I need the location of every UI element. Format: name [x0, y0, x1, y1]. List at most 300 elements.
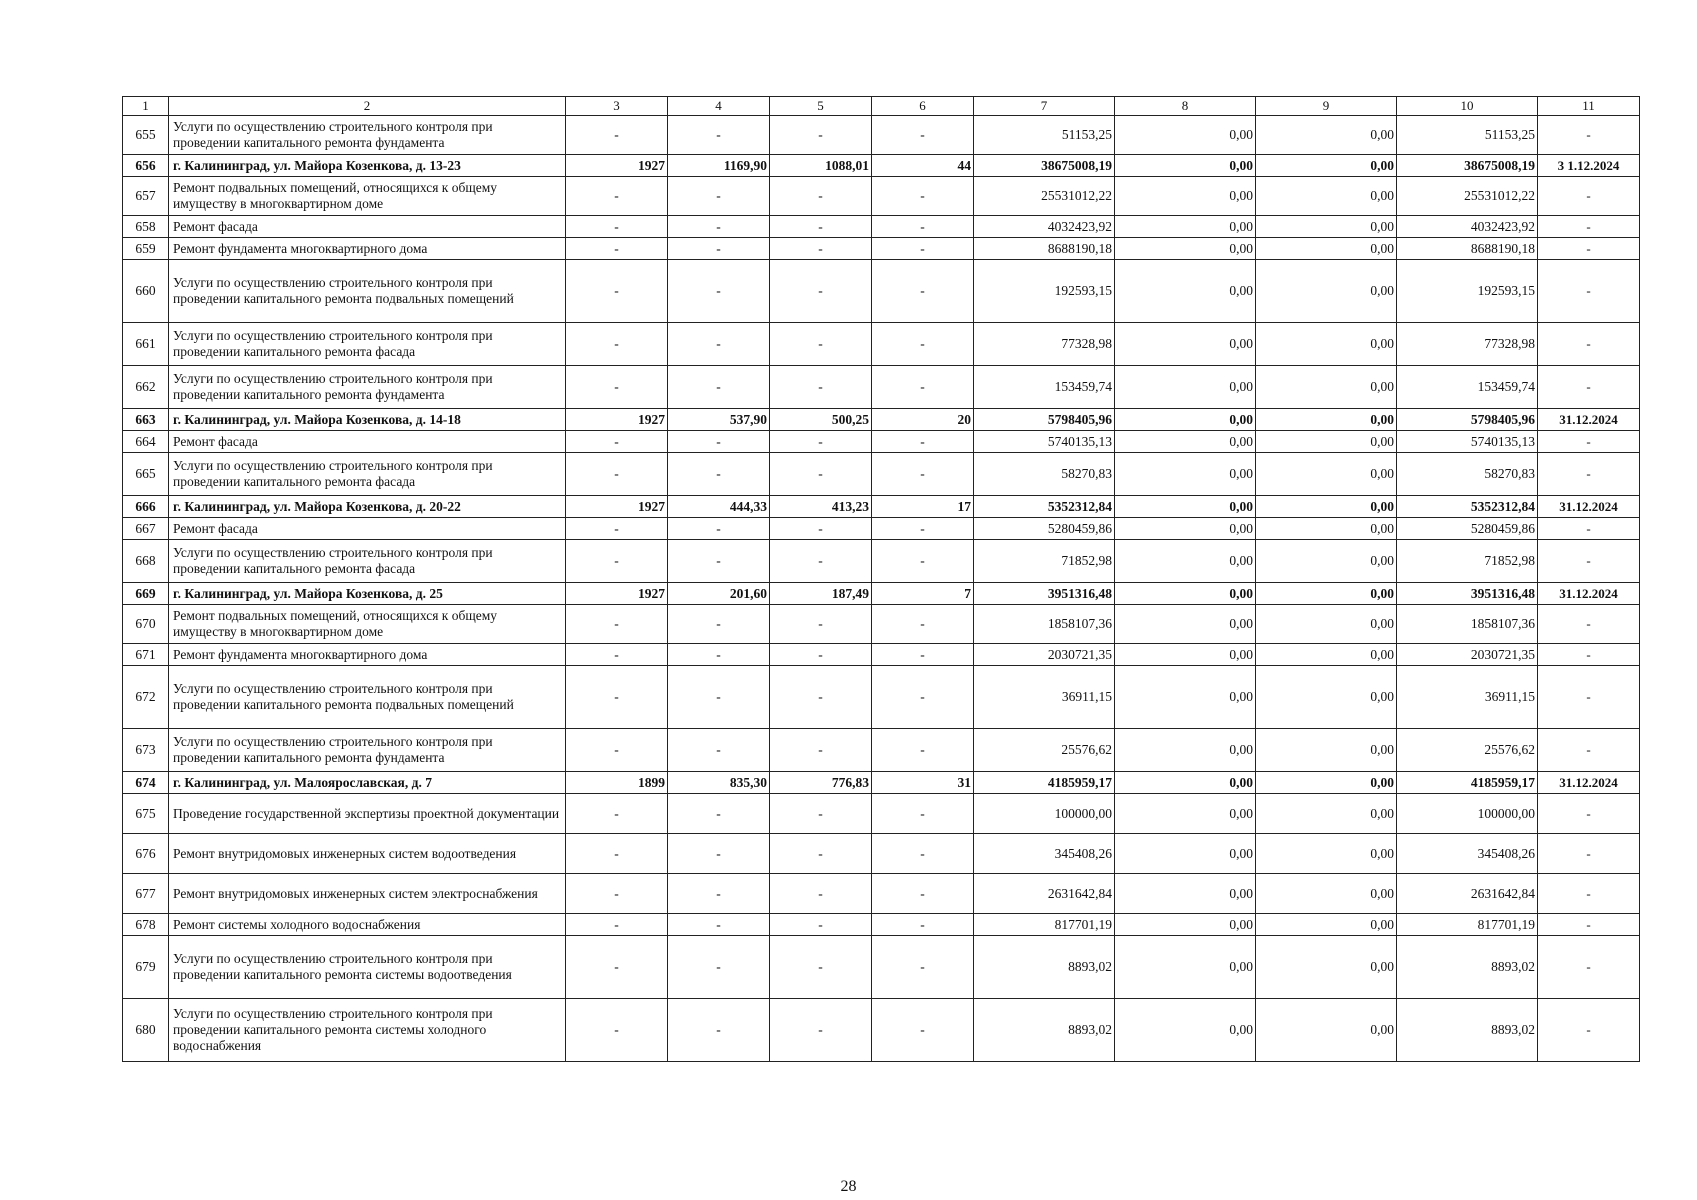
- year-cell: -: [566, 936, 668, 999]
- owners-cost-cell: 58270,83: [1397, 453, 1538, 496]
- row-number: 661: [123, 323, 169, 366]
- year-cell: -: [566, 644, 668, 666]
- fund-cost-cell: 0,00: [1115, 874, 1256, 914]
- residents-cell: -: [872, 453, 974, 496]
- deadline-cell: -: [1538, 453, 1640, 496]
- address-row: [123, 583, 1640, 605]
- residents-cell: -: [872, 177, 974, 216]
- total-area-cell: 537,90: [668, 409, 770, 431]
- total-cost-cell: 8688190,18: [974, 238, 1115, 260]
- year-cell: -: [566, 605, 668, 644]
- deadline-cell: -: [1538, 914, 1640, 936]
- total-area-cell: -: [668, 794, 770, 834]
- work-row: [123, 323, 1640, 366]
- total-area-cell: -: [668, 518, 770, 540]
- row-number: 665: [123, 453, 169, 496]
- total-cost-cell: 2030721,35: [974, 644, 1115, 666]
- residents-cell: -: [872, 666, 974, 729]
- year-cell: -: [566, 238, 668, 260]
- owners-cost-cell: 3951316,48: [1397, 583, 1538, 605]
- total-area-cell: -: [668, 177, 770, 216]
- work-row: [123, 216, 1640, 238]
- row-number: 672: [123, 666, 169, 729]
- table-body: [123, 97, 1640, 1062]
- deadline-cell: -: [1538, 431, 1640, 453]
- living-area-cell: -: [770, 999, 872, 1062]
- deadline-cell: -: [1538, 366, 1640, 409]
- residents-cell: -: [872, 518, 974, 540]
- deadline-cell: -: [1538, 644, 1640, 666]
- owners-cost-cell: 1858107,36: [1397, 605, 1538, 644]
- deadline-cell: 31.12.2024: [1538, 583, 1640, 605]
- deadline-cell: -: [1538, 874, 1640, 914]
- living-area-cell: -: [770, 216, 872, 238]
- owners-cost-cell: 8893,02: [1397, 936, 1538, 999]
- column-number-header-row: [123, 97, 1640, 116]
- total-cost-cell: 5280459,86: [974, 518, 1115, 540]
- residents-cell: -: [872, 431, 974, 453]
- row-number: 656: [123, 155, 169, 177]
- column-header: 2: [169, 97, 566, 116]
- deadline-cell: 31.12.2024: [1538, 409, 1640, 431]
- year-cell: 1927: [566, 496, 668, 518]
- total-area-cell: 835,30: [668, 772, 770, 794]
- total-cost-cell: 8893,02: [974, 936, 1115, 999]
- owners-cost-cell: 817701,19: [1397, 914, 1538, 936]
- row-number: 667: [123, 518, 169, 540]
- budget-cost-cell: 0,00: [1256, 431, 1397, 453]
- total-area-cell: -: [668, 453, 770, 496]
- row-number: 680: [123, 999, 169, 1062]
- owners-cost-cell: 71852,98: [1397, 540, 1538, 583]
- owners-cost-cell: 100000,00: [1397, 794, 1538, 834]
- residents-cell: -: [872, 644, 974, 666]
- work-row: [123, 260, 1640, 323]
- year-cell: -: [566, 116, 668, 155]
- fund-cost-cell: 0,00: [1115, 772, 1256, 794]
- year-cell: -: [566, 999, 668, 1062]
- deadline-cell: 31.12.2024: [1538, 772, 1640, 794]
- living-area-cell: -: [770, 874, 872, 914]
- residents-cell: 17: [872, 496, 974, 518]
- budget-cost-cell: 0,00: [1256, 323, 1397, 366]
- column-header: 11: [1538, 97, 1640, 116]
- total-cost-cell: 8893,02: [974, 999, 1115, 1062]
- year-cell: -: [566, 729, 668, 772]
- row-number: 676: [123, 834, 169, 874]
- living-area-cell: -: [770, 431, 872, 453]
- residents-cell: -: [872, 914, 974, 936]
- residents-cell: -: [872, 794, 974, 834]
- row-number: 670: [123, 605, 169, 644]
- budget-cost-cell: 0,00: [1256, 794, 1397, 834]
- year-cell: -: [566, 874, 668, 914]
- fund-cost-cell: 0,00: [1115, 583, 1256, 605]
- fund-cost-cell: 0,00: [1115, 644, 1256, 666]
- total-area-cell: -: [668, 666, 770, 729]
- deadline-cell: -: [1538, 323, 1640, 366]
- work-row: [123, 453, 1640, 496]
- deadline-cell: -: [1538, 794, 1640, 834]
- residents-cell: -: [872, 874, 974, 914]
- total-cost-cell: 25576,62: [974, 729, 1115, 772]
- budget-cost-cell: 0,00: [1256, 260, 1397, 323]
- year-cell: -: [566, 914, 668, 936]
- living-area-cell: 187,49: [770, 583, 872, 605]
- living-area-cell: -: [770, 794, 872, 834]
- budget-cost-cell: 0,00: [1256, 999, 1397, 1062]
- work-description: Ремонт внутридомовых инженерных систем электроснабжения: [169, 874, 566, 914]
- total-cost-cell: 25531012,22: [974, 177, 1115, 216]
- budget-cost-cell: 0,00: [1256, 177, 1397, 216]
- total-area-cell: -: [668, 834, 770, 874]
- budget-cost-cell: 0,00: [1256, 366, 1397, 409]
- residents-cell: 7: [872, 583, 974, 605]
- work-row: [123, 936, 1640, 999]
- year-cell: -: [566, 666, 668, 729]
- work-description: Ремонт фундамента многоквартирного дома: [169, 644, 566, 666]
- column-header: 10: [1397, 97, 1538, 116]
- work-description: Услуги по осуществлению строительного контроля при проведении капитального ремонта фасада: [169, 453, 566, 496]
- fund-cost-cell: 0,00: [1115, 431, 1256, 453]
- fund-cost-cell: 0,00: [1115, 260, 1256, 323]
- living-area-cell: 500,25: [770, 409, 872, 431]
- row-number: 669: [123, 583, 169, 605]
- budget-cost-cell: 0,00: [1256, 914, 1397, 936]
- total-area-cell: -: [668, 874, 770, 914]
- work-row: [123, 518, 1640, 540]
- year-cell: -: [566, 216, 668, 238]
- deadline-cell: -: [1538, 999, 1640, 1062]
- deadline-cell: -: [1538, 540, 1640, 583]
- living-area-cell: -: [770, 834, 872, 874]
- total-cost-cell: 1858107,36: [974, 605, 1115, 644]
- total-cost-cell: 38675008,19: [974, 155, 1115, 177]
- residents-cell: -: [872, 116, 974, 155]
- total-cost-cell: 58270,83: [974, 453, 1115, 496]
- living-area-cell: -: [770, 605, 872, 644]
- total-cost-cell: 4032423,92: [974, 216, 1115, 238]
- row-number: 677: [123, 874, 169, 914]
- total-area-cell: -: [668, 431, 770, 453]
- total-cost-cell: 4185959,17: [974, 772, 1115, 794]
- total-cost-cell: 345408,26: [974, 834, 1115, 874]
- fund-cost-cell: 0,00: [1115, 323, 1256, 366]
- residents-cell: -: [872, 729, 974, 772]
- living-area-cell: -: [770, 914, 872, 936]
- year-cell: -: [566, 518, 668, 540]
- living-area-cell: 1088,01: [770, 155, 872, 177]
- work-row: [123, 366, 1640, 409]
- row-number: 655: [123, 116, 169, 155]
- work-row: [123, 177, 1640, 216]
- work-row: [123, 794, 1640, 834]
- residents-cell: -: [872, 323, 974, 366]
- fund-cost-cell: 0,00: [1115, 666, 1256, 729]
- year-cell: 1927: [566, 583, 668, 605]
- total-cost-cell: 817701,19: [974, 914, 1115, 936]
- budget-cost-cell: 0,00: [1256, 936, 1397, 999]
- living-area-cell: -: [770, 518, 872, 540]
- total-area-cell: -: [668, 323, 770, 366]
- total-area-cell: -: [668, 936, 770, 999]
- fund-cost-cell: 0,00: [1115, 540, 1256, 583]
- year-cell: 1899: [566, 772, 668, 794]
- work-row: [123, 238, 1640, 260]
- column-header: 3: [566, 97, 668, 116]
- total-area-cell: 1169,90: [668, 155, 770, 177]
- living-area-cell: -: [770, 323, 872, 366]
- budget-cost-cell: 0,00: [1256, 666, 1397, 729]
- budget-cost-cell: 0,00: [1256, 834, 1397, 874]
- row-number: 660: [123, 260, 169, 323]
- total-cost-cell: 2631642,84: [974, 874, 1115, 914]
- owners-cost-cell: 5798405,96: [1397, 409, 1538, 431]
- row-number: 678: [123, 914, 169, 936]
- total-area-cell: 201,60: [668, 583, 770, 605]
- work-row: [123, 914, 1640, 936]
- year-cell: -: [566, 323, 668, 366]
- deadline-cell: 3 1.12.2024: [1538, 155, 1640, 177]
- column-header: 8: [1115, 97, 1256, 116]
- fund-cost-cell: 0,00: [1115, 496, 1256, 518]
- year-cell: -: [566, 177, 668, 216]
- total-area-cell: -: [668, 116, 770, 155]
- fund-cost-cell: 0,00: [1115, 936, 1256, 999]
- total-cost-cell: 51153,25: [974, 116, 1115, 155]
- row-number: 675: [123, 794, 169, 834]
- column-header: 6: [872, 97, 974, 116]
- owners-cost-cell: 4185959,17: [1397, 772, 1538, 794]
- fund-cost-cell: 0,00: [1115, 155, 1256, 177]
- residents-cell: 44: [872, 155, 974, 177]
- total-cost-cell: 5352312,84: [974, 496, 1115, 518]
- work-description: Ремонт системы холодного водоснабжения: [169, 914, 566, 936]
- budget-cost-cell: 0,00: [1256, 155, 1397, 177]
- row-number: 664: [123, 431, 169, 453]
- fund-cost-cell: 0,00: [1115, 453, 1256, 496]
- total-cost-cell: 36911,15: [974, 666, 1115, 729]
- residents-cell: -: [872, 999, 974, 1062]
- fund-cost-cell: 0,00: [1115, 794, 1256, 834]
- total-cost-cell: 100000,00: [974, 794, 1115, 834]
- deadline-cell: -: [1538, 518, 1640, 540]
- living-area-cell: -: [770, 729, 872, 772]
- fund-cost-cell: 0,00: [1115, 366, 1256, 409]
- work-description: г. Калининград, ул. Майора Козенкова, д. 14-18: [169, 409, 566, 431]
- living-area-cell: -: [770, 177, 872, 216]
- column-header: 7: [974, 97, 1115, 116]
- year-cell: -: [566, 453, 668, 496]
- deadline-cell: -: [1538, 729, 1640, 772]
- fund-cost-cell: 0,00: [1115, 518, 1256, 540]
- budget-cost-cell: 0,00: [1256, 238, 1397, 260]
- row-number: 673: [123, 729, 169, 772]
- year-cell: -: [566, 260, 668, 323]
- fund-cost-cell: 0,00: [1115, 409, 1256, 431]
- deadline-cell: -: [1538, 216, 1640, 238]
- living-area-cell: -: [770, 666, 872, 729]
- living-area-cell: -: [770, 644, 872, 666]
- work-description: Ремонт фасада: [169, 518, 566, 540]
- work-row: [123, 431, 1640, 453]
- address-row: [123, 772, 1640, 794]
- column-header: 5: [770, 97, 872, 116]
- repair-works-table: [122, 96, 1640, 1062]
- page-number: 28: [840, 1178, 857, 1195]
- row-number: 663: [123, 409, 169, 431]
- work-description: Услуги по осуществлению строительного контроля при проведении капитального ремонта фундамента: [169, 729, 566, 772]
- owners-cost-cell: 8688190,18: [1397, 238, 1538, 260]
- row-number: 679: [123, 936, 169, 999]
- row-number: 657: [123, 177, 169, 216]
- owners-cost-cell: 4032423,92: [1397, 216, 1538, 238]
- fund-cost-cell: 0,00: [1115, 914, 1256, 936]
- year-cell: -: [566, 834, 668, 874]
- owners-cost-cell: 153459,74: [1397, 366, 1538, 409]
- living-area-cell: -: [770, 936, 872, 999]
- budget-cost-cell: 0,00: [1256, 605, 1397, 644]
- budget-cost-cell: 0,00: [1256, 453, 1397, 496]
- deadline-cell: -: [1538, 936, 1640, 999]
- fund-cost-cell: 0,00: [1115, 216, 1256, 238]
- deadline-cell: 31.12.2024: [1538, 496, 1640, 518]
- work-description: Услуги по осуществлению строительного контроля при проведении капитального ремонта фундамента: [169, 116, 566, 155]
- row-number: 671: [123, 644, 169, 666]
- budget-cost-cell: 0,00: [1256, 518, 1397, 540]
- work-description: Проведение государственной экспертизы проектной документации: [169, 794, 566, 834]
- owners-cost-cell: 77328,98: [1397, 323, 1538, 366]
- budget-cost-cell: 0,00: [1256, 729, 1397, 772]
- deadline-cell: -: [1538, 834, 1640, 874]
- work-row: [123, 116, 1640, 155]
- work-description: Услуги по осуществлению строительного контроля при проведении капитального ремонта фасада: [169, 323, 566, 366]
- total-area-cell: -: [668, 366, 770, 409]
- fund-cost-cell: 0,00: [1115, 999, 1256, 1062]
- deadline-cell: -: [1538, 116, 1640, 155]
- owners-cost-cell: 5352312,84: [1397, 496, 1538, 518]
- budget-cost-cell: 0,00: [1256, 116, 1397, 155]
- owners-cost-cell: 5280459,86: [1397, 518, 1538, 540]
- work-row: [123, 540, 1640, 583]
- deadline-cell: -: [1538, 605, 1640, 644]
- residents-cell: -: [872, 834, 974, 874]
- total-area-cell: -: [668, 644, 770, 666]
- work-row: [123, 874, 1640, 914]
- work-description: Ремонт подвальных помещений, относящихся к общему имуществу в многоквартирном доме: [169, 605, 566, 644]
- total-area-cell: -: [668, 260, 770, 323]
- work-description: Ремонт фасада: [169, 216, 566, 238]
- budget-cost-cell: 0,00: [1256, 583, 1397, 605]
- deadline-cell: -: [1538, 177, 1640, 216]
- work-row: [123, 666, 1640, 729]
- year-cell: -: [566, 366, 668, 409]
- work-row: [123, 644, 1640, 666]
- total-area-cell: -: [668, 999, 770, 1062]
- residents-cell: -: [872, 260, 974, 323]
- column-header: 4: [668, 97, 770, 116]
- budget-cost-cell: 0,00: [1256, 772, 1397, 794]
- work-row: [123, 729, 1640, 772]
- living-area-cell: -: [770, 260, 872, 323]
- address-row: [123, 409, 1640, 431]
- total-cost-cell: 153459,74: [974, 366, 1115, 409]
- total-cost-cell: 71852,98: [974, 540, 1115, 583]
- work-row: [123, 834, 1640, 874]
- owners-cost-cell: 2631642,84: [1397, 874, 1538, 914]
- address-row: [123, 155, 1640, 177]
- owners-cost-cell: 192593,15: [1397, 260, 1538, 323]
- column-header: 1: [123, 97, 169, 116]
- total-cost-cell: 77328,98: [974, 323, 1115, 366]
- residents-cell: -: [872, 605, 974, 644]
- budget-cost-cell: 0,00: [1256, 496, 1397, 518]
- owners-cost-cell: 25576,62: [1397, 729, 1538, 772]
- work-row: [123, 999, 1640, 1062]
- fund-cost-cell: 0,00: [1115, 729, 1256, 772]
- year-cell: -: [566, 431, 668, 453]
- row-number: 668: [123, 540, 169, 583]
- total-area-cell: -: [668, 914, 770, 936]
- work-description: Ремонт подвальных помещений, относящихся к общему имуществу в многоквартирном доме: [169, 177, 566, 216]
- owners-cost-cell: 345408,26: [1397, 834, 1538, 874]
- year-cell: -: [566, 540, 668, 583]
- total-cost-cell: 5740135,13: [974, 431, 1115, 453]
- owners-cost-cell: 51153,25: [1397, 116, 1538, 155]
- work-description: Услуги по осуществлению строительного контроля при проведении капитального ремонта системы холодного водоснабжения: [169, 999, 566, 1062]
- row-number: 659: [123, 238, 169, 260]
- year-cell: 1927: [566, 409, 668, 431]
- living-area-cell: -: [770, 453, 872, 496]
- living-area-cell: -: [770, 116, 872, 155]
- owners-cost-cell: 2030721,35: [1397, 644, 1538, 666]
- row-number: 658: [123, 216, 169, 238]
- total-area-cell: -: [668, 605, 770, 644]
- row-number: 662: [123, 366, 169, 409]
- residents-cell: -: [872, 366, 974, 409]
- work-description: г. Калининград, ул. Майора Козенкова, д. 25: [169, 583, 566, 605]
- work-description: Ремонт фасада: [169, 431, 566, 453]
- budget-cost-cell: 0,00: [1256, 644, 1397, 666]
- total-area-cell: -: [668, 729, 770, 772]
- budget-cost-cell: 0,00: [1256, 409, 1397, 431]
- total-area-cell: 444,33: [668, 496, 770, 518]
- work-row: [123, 605, 1640, 644]
- row-number: 674: [123, 772, 169, 794]
- column-header: 9: [1256, 97, 1397, 116]
- residents-cell: -: [872, 238, 974, 260]
- year-cell: 1927: [566, 155, 668, 177]
- total-area-cell: -: [668, 540, 770, 583]
- residents-cell: -: [872, 216, 974, 238]
- total-cost-cell: 3951316,48: [974, 583, 1115, 605]
- living-area-cell: -: [770, 238, 872, 260]
- work-description: г. Калининград, ул. Малоярославская, д. 7: [169, 772, 566, 794]
- work-description: Ремонт фундамента многоквартирного дома: [169, 238, 566, 260]
- fund-cost-cell: 0,00: [1115, 116, 1256, 155]
- work-description: Ремонт внутридомовых инженерных систем водоотведения: [169, 834, 566, 874]
- budget-cost-cell: 0,00: [1256, 540, 1397, 583]
- living-area-cell: -: [770, 366, 872, 409]
- fund-cost-cell: 0,00: [1115, 238, 1256, 260]
- owners-cost-cell: 36911,15: [1397, 666, 1538, 729]
- work-description: Услуги по осуществлению строительного контроля при проведении капитального ремонта подвальных помещений: [169, 260, 566, 323]
- address-row: [123, 496, 1640, 518]
- owners-cost-cell: 8893,02: [1397, 999, 1538, 1062]
- budget-cost-cell: 0,00: [1256, 874, 1397, 914]
- living-area-cell: -: [770, 540, 872, 583]
- year-cell: -: [566, 794, 668, 834]
